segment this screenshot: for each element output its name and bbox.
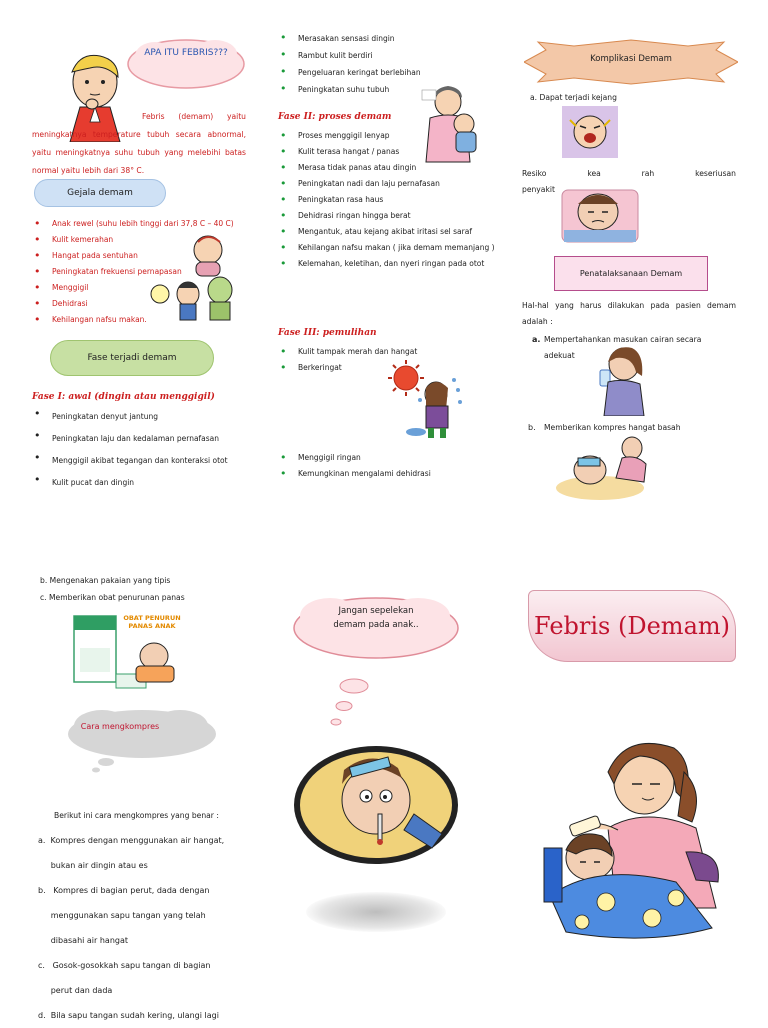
mother-caring-sick-child-illustration: [536, 732, 732, 944]
penatalaksanaan-item-a: Mempertahankan masukan cairan secara adekuat: [544, 335, 702, 360]
komplikasi-demam-heading: Komplikasi Demam: [590, 54, 672, 64]
compress-step: perut dan dada: [38, 986, 113, 995]
fase3-item: • Kulit tampak merah dan hangat: [278, 344, 428, 360]
shadow-ellipse: [306, 892, 446, 932]
febris-definition: Febris (demam) yaitu meningkatnya temperature tubuh secara abnormal, yaitu meningkatnya suhu tubuh yang melebihi batas normal yaitu lebih dari 38° C.: [32, 112, 246, 175]
sick-child-in-bed-illustration: [560, 186, 640, 246]
sick-children-illustration: [148, 232, 244, 328]
gejala-item: • Peningkatan frekuensi pernapasan: [32, 264, 262, 280]
gejala-item: • Kulit kemerahan: [32, 232, 262, 248]
gejala-demam-label: Gejala demam: [67, 188, 133, 198]
fase1-item: • Menggigil akibat tegangan dan konteraksi otot: [32, 450, 262, 472]
feverish-man-thermometer-illustration: [292, 744, 460, 866]
fase1-cont-item: • Rambut kulit berdiri: [278, 47, 498, 64]
fase1-list: [32, 406, 262, 494]
fase1-item: • Kulit pucat dan dingin: [32, 472, 262, 494]
fase1-item: • Peningkatan laju dan kedalaman pernafasan: [32, 428, 262, 450]
compress-step: a. Kompres dengan menggunakan air hangat,: [38, 836, 225, 845]
resiko-text: Resiko kea rah keseriusan penyakit: [522, 169, 736, 194]
fase2-item: • Peningkatan nadi dan laju pernafasan: [278, 176, 496, 192]
fase2-item: • Kulit terasa hangat / panas: [278, 144, 496, 160]
fase1-cont-item: • Pengeluaran keringat berlebihan: [278, 64, 498, 81]
fase2-title: Fase II: proses demam: [278, 112, 392, 122]
fase3-list-continued: [278, 450, 498, 482]
medicine-product-label: OBAT PENURUN PANAS ANAK: [123, 614, 181, 630]
item-a-marker: a.: [532, 335, 541, 344]
warm-compress-illustration: [556, 432, 648, 502]
penatalaksanaan-heading: [554, 256, 708, 291]
fase-terjadi-demam-heading: [50, 340, 214, 376]
girl-drinking-water-illustration: [592, 342, 652, 416]
fase2-item: • Peningkatan rasa haus: [278, 192, 496, 208]
fase1-item: • Peningkatan denyut jantung: [32, 406, 262, 428]
cover-title-banner: [528, 590, 736, 662]
compress-step: b. Kompres di bagian perut, dada dengan: [38, 886, 210, 895]
item-b-marker: b.: [528, 423, 536, 432]
compress-step: bukan air dingin atau es: [38, 861, 148, 870]
fase3-item: • Kemungkinan mengalami dehidrasi: [278, 466, 498, 482]
fase2-item: • Kehilangan nafsu makan ( jika demam memanjang ): [278, 240, 496, 256]
penatalaksanaan-item-b-clothing: b. Mengenakan pakaian yang tipis: [40, 576, 171, 585]
gejala-item: • Kehilangan nafsu makan.: [32, 312, 262, 328]
komplikasi-item-a: a. Dapat terjadi kejang: [530, 93, 617, 102]
compress-step: menggunakan sapu tangan yang telah: [38, 911, 206, 920]
fase1-cont-item: • Peningkatan suhu tubuh: [278, 81, 498, 98]
compress-steps: [38, 828, 258, 1028]
fase2-item: • Merasa tidak panas atau dingin: [278, 160, 496, 176]
fase2-item: • Proses menggigil lenyap: [278, 128, 496, 144]
compress-step: c. Gosok-gosokkah sapu tangan di bagian: [38, 961, 211, 970]
gejala-item: • Menggigil: [32, 280, 262, 296]
cara-mengkompres-heading: Cara mengkompres: [80, 722, 160, 731]
penatalaksanaan-label: Penatalaksanaan Demam: [579, 269, 683, 278]
penatalaksanaan-item-c-medicine: c. Memberikan obat penurunan panas: [40, 593, 185, 602]
gejala-item: • Hangat pada sentuhan: [32, 248, 262, 264]
fase3-title: Fase III: pemulihan: [278, 328, 377, 338]
gejala-item: • Dehidrasi: [32, 296, 262, 312]
compress-step: d. Bila sapu tangan sudah kering, ulangi lagi: [38, 1011, 219, 1020]
penatalaksanaan-intro: Hal-hal yang harus dilakukan pada pasien demam adalah :: [522, 301, 736, 326]
fase2-item: • Dehidrasi ringan hingga berat: [278, 208, 496, 224]
sun-sweating-child-illustration: [386, 360, 470, 440]
fase1-cont-item: • Merasakan sensasi dingin: [278, 30, 498, 47]
fase1-title: Fase I: awal (dingin atau menggigil): [32, 392, 215, 402]
compress-step: dibasahi air hangat: [38, 936, 129, 945]
fase3-item: • Berkeringat: [278, 360, 428, 376]
crying-baby-illustration: [562, 106, 618, 158]
gejala-demam-heading: [34, 179, 166, 207]
fase2-item: • Mengantuk, atau kejang akibat iritasi sel saraf: [278, 224, 496, 240]
dont-ignore-fever-message: Jangan sepelekan demam pada anak..: [333, 606, 419, 630]
fase2-item: • Kelemahan, keletihan, dan nyeri ringan pada otot: [278, 256, 496, 272]
fase3-item: • Menggigil ringan: [278, 450, 498, 466]
cara-mengkompres-intro: Berikut ini cara mengkompres yang benar :: [54, 811, 219, 820]
gejala-item: • Anak rewel (suhu lebih tinggi dari 37,8 C – 40 C): [32, 216, 262, 232]
fase-terjadi-demam-label: Fase terjadi demam: [87, 353, 177, 363]
febris-question-title: APA ITU FEBRIS???: [144, 48, 228, 58]
cover-title: Febris (Demam): [534, 612, 730, 640]
title-cloud-shape: [125, 34, 247, 94]
penatalaksanaan-item-b: Memberikan kompres hangat basah: [544, 423, 681, 432]
fase2-list: [278, 128, 496, 272]
cara-mengkompres-cloud-shape: [62, 704, 220, 776]
